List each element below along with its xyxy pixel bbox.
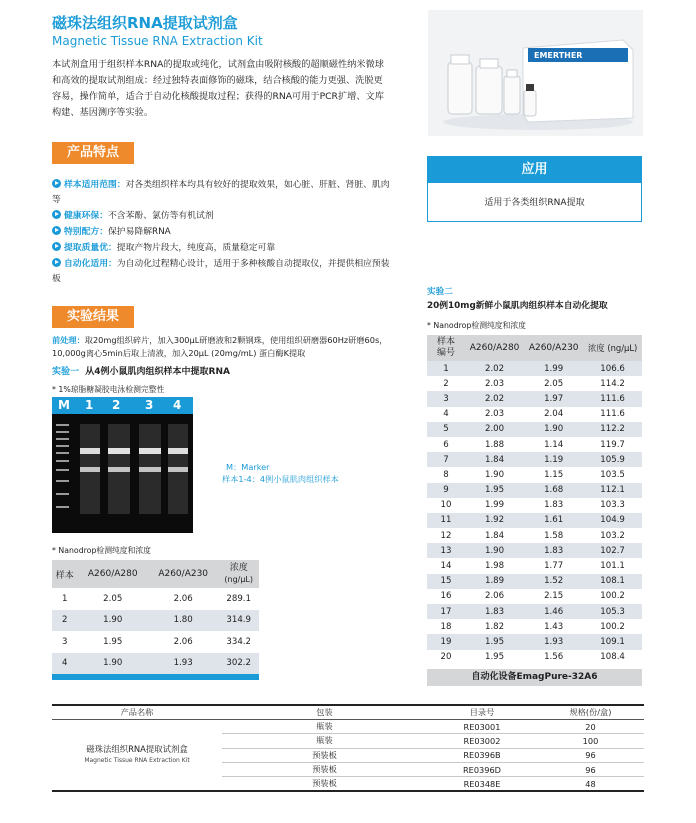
table-header: 样本 — [52, 560, 78, 588]
table-cell: 108.1 — [583, 574, 642, 589]
pretreatment-text: 前处理：取20mg组织碎片，加入300μL研磨液和2颗钢珠，使用组织研磨器60Hz研磨60s，10,000g离心5min后取上清液，加入20μL (20mg/mL) 蛋白酶K提取 — [52, 335, 388, 358]
table-cell: 3 — [427, 391, 465, 406]
table-cell: 108.4 — [583, 650, 642, 665]
table-header: A260/A230 — [148, 560, 218, 588]
feature-item: 特别配方：保护易降解RNA — [52, 225, 392, 240]
table-cell: 1.90 — [524, 422, 583, 437]
table-cell: 2.15 — [524, 589, 583, 604]
product-photo — [428, 10, 643, 136]
table-row — [427, 513, 642, 528]
table-row — [427, 589, 642, 604]
table-cell: 20 — [427, 650, 465, 665]
legend-marker: M：Marker — [226, 462, 270, 472]
application-box — [427, 156, 642, 222]
order-info-table — [52, 704, 644, 792]
table-cell: 114.2 — [583, 376, 642, 391]
nanodrop-note-2: * Nanodrop检测纯度和浓度 — [427, 321, 526, 330]
table-cell: 1.77 — [524, 558, 583, 573]
table-cell: 1.43 — [524, 619, 583, 634]
table-cell: 14 — [427, 558, 465, 573]
table-cell: 2.02 — [465, 391, 524, 406]
table-cell: 10 — [427, 498, 465, 513]
table-cell: 1.58 — [524, 528, 583, 543]
table-cell: 1.98 — [465, 558, 524, 573]
table-cell: 2.02 — [465, 361, 524, 376]
table-row: 2 1.90 1.80 314.9 — [52, 610, 259, 632]
purity-table-1 — [52, 560, 259, 680]
table-row — [427, 361, 642, 376]
table-cell: 106.6 — [583, 361, 642, 376]
gel-note: * 1%琼脂糖凝胶电泳检测完整性 — [52, 385, 165, 394]
table-cell: 1.88 — [465, 437, 524, 452]
table-row — [427, 558, 642, 573]
table-cell: 1.84 — [465, 452, 524, 467]
table-row — [427, 619, 642, 634]
table-row — [427, 528, 642, 543]
table-header: 规格(份/盒) — [537, 705, 644, 719]
table-row: 预装板 RE0396B 96 — [52, 748, 644, 762]
table-header: 浓度 (ng/μL) — [583, 335, 642, 361]
intro-paragraph: 本试剂盒用于组织样本RNA的提取或纯化，试剂盒由吸附核酸的超顺磁性纳米微球和高效的提取试剂组成：经过独特表面修饰的磁珠，结合核酸的能力更强、洗脱更容易，操作简单，适合于自动化核酸提取过程；获得的RNA可用于PCR扩增、文库构建、基因测序等实验。 — [52, 59, 384, 118]
table-row — [427, 483, 642, 498]
table-row: 1 2.05 2.06 289.1 — [52, 588, 259, 610]
table-cell: 1.95 — [465, 483, 524, 498]
gel-bands — [52, 414, 193, 533]
table-cell: 2.03 — [465, 376, 524, 391]
table-bottom-bar — [52, 674, 259, 680]
table-header: A260/A230 — [524, 335, 583, 361]
table-cell: 1.68 — [524, 483, 583, 498]
table-cell: 109.1 — [583, 634, 642, 649]
product-name-cell: 磁珠法组织RNA提取试剂盒 Magnetic Tissue RNA Extraction Kit — [52, 719, 222, 791]
table-cell: 1.15 — [524, 467, 583, 482]
table-cell: 2.05 — [524, 376, 583, 391]
table-row — [427, 422, 642, 437]
gel-lane-label: 2 — [112, 398, 121, 412]
table-row: 预装板 RE0396D 96 — [52, 763, 644, 777]
results-heading: 实验结果 — [52, 306, 134, 328]
feature-item: 健康环保：不含苯酚、氯仿等有机试剂 — [52, 209, 392, 224]
table-cell: 17 — [427, 604, 465, 619]
gel-lane-label: M — [58, 398, 70, 412]
play-bullet-icon — [52, 179, 61, 188]
table-header: 样本 编号 — [427, 335, 465, 361]
table-cell: 7 — [427, 452, 465, 467]
table-row: 4 1.90 1.93 302.2 — [52, 653, 259, 675]
table-cell: 1.14 — [524, 437, 583, 452]
table-cell: 1.89 — [465, 574, 524, 589]
table-cell: 119.7 — [583, 437, 642, 452]
table-row — [427, 467, 642, 482]
table-cell: 103.2 — [583, 528, 642, 543]
table-cell: 15 — [427, 574, 465, 589]
table-cell: 103.3 — [583, 498, 642, 513]
table-row — [427, 604, 642, 619]
table-row: 磁珠法组织RNA提取试剂盒 Magnetic Tissue RNA Extraction Kit 瓶装 RE03001 20 — [52, 719, 644, 733]
table-cell: 1.99 — [524, 361, 583, 376]
table-cell: 1.83 — [524, 498, 583, 513]
table-cell: 19 — [427, 634, 465, 649]
table-cell: 18 — [427, 619, 465, 634]
feature-item: 样本适用范围：对各类组织样本均具有较好的提取效果，如心脏、肝脏、肾脏、肌肉等 — [52, 180, 390, 205]
table-row: 3 1.95 2.06 334.2 — [52, 631, 259, 653]
purity-table-2 — [427, 335, 642, 665]
table-cell: 1.95 — [465, 650, 524, 665]
exp2-device-footer: 自动化设备EmagPure-32A6 — [427, 669, 642, 686]
feature-item: 自动化适用：为自动化过程精心设计，适用于多种核酸自动提取仪，并提供相应预装板 — [52, 259, 390, 284]
table-cell: 1.46 — [524, 604, 583, 619]
table-row — [427, 650, 642, 665]
play-bullet-icon — [52, 210, 61, 219]
table-cell: 111.6 — [583, 407, 642, 422]
table-cell: 16 — [427, 589, 465, 604]
table-cell: 102.7 — [583, 543, 642, 558]
table-cell: 100.2 — [583, 619, 642, 634]
table-cell: 1.83 — [465, 604, 524, 619]
table-cell: 2.00 — [465, 422, 524, 437]
table-cell: 13 — [427, 543, 465, 558]
nanodrop-note-1: * Nanodrop检测纯度和浓度 — [52, 546, 151, 555]
table-row: 预装板 RE0348E 48 — [52, 777, 644, 791]
table-cell: 1 — [427, 361, 465, 376]
table-row — [427, 437, 642, 452]
table-cell: 2.04 — [524, 407, 583, 422]
table-cell: 5 — [427, 422, 465, 437]
table-header: 包装 — [222, 705, 427, 719]
table-cell: 105.9 — [583, 452, 642, 467]
table-row — [427, 391, 642, 406]
table-cell: 1.95 — [465, 634, 524, 649]
page-subtitle: Magnetic Tissue RNA Extraction Kit — [52, 34, 263, 48]
table-row — [427, 498, 642, 513]
table-header: A260/A280 — [465, 335, 524, 361]
exp1-title: 实验一 从4例小鼠肌肉组织样本中提取RNA — [52, 367, 230, 377]
table-cell: 4 — [427, 407, 465, 422]
gel-lane-label: 1 — [85, 398, 94, 412]
table-cell: 112.2 — [583, 422, 642, 437]
table-cell: 1.99 — [465, 498, 524, 513]
table-header: A260/A280 — [78, 560, 148, 588]
gel-lane-label: 4 — [173, 398, 182, 412]
table-row — [427, 376, 642, 391]
table-cell: 1.83 — [524, 543, 583, 558]
table-cell: 1.92 — [465, 513, 524, 528]
table-cell: 6 — [427, 437, 465, 452]
table-cell: 101.1 — [583, 558, 642, 573]
table-cell: 1.56 — [524, 650, 583, 665]
table-cell: 1.52 — [524, 574, 583, 589]
table-row — [427, 452, 642, 467]
table-row — [427, 634, 642, 649]
table-row — [427, 543, 642, 558]
table-cell: 9 — [427, 483, 465, 498]
table-cell: 104.9 — [583, 513, 642, 528]
table-cell: 105.3 — [583, 604, 642, 619]
box-brand-label: EMERTHER — [534, 51, 583, 60]
table-cell: 11 — [427, 513, 465, 528]
table-cell: 111.6 — [583, 391, 642, 406]
gel-lane-header — [52, 397, 193, 414]
table-cell: 1.84 — [465, 528, 524, 543]
table-cell: 2 — [427, 376, 465, 391]
table-header: 目录号 — [427, 705, 537, 719]
table-cell: 1.97 — [524, 391, 583, 406]
table-cell: 2.03 — [465, 407, 524, 422]
table-cell: 1.93 — [524, 634, 583, 649]
gel-lane-label: 3 — [145, 398, 154, 412]
table-cell: 100.2 — [583, 589, 642, 604]
application-text: 适用于各类组织RNA提取 — [484, 198, 585, 208]
table-row — [427, 407, 642, 422]
application-heading: 应用 — [428, 157, 641, 183]
play-bullet-icon — [52, 226, 61, 235]
exp2-title: 20例10mg新鲜小鼠肌肉组织样本自动化提取 — [427, 301, 608, 311]
table-cell: 112.1 — [583, 483, 642, 498]
play-bullet-icon — [52, 242, 61, 251]
table-row — [427, 574, 642, 589]
play-bullet-icon — [52, 258, 61, 267]
exp2-label: 实验二 — [427, 287, 453, 297]
table-header: 产品名称 — [52, 705, 222, 719]
table-cell: 1.19 — [524, 452, 583, 467]
table-cell: 1.61 — [524, 513, 583, 528]
table-cell: 8 — [427, 467, 465, 482]
gel-image — [52, 397, 193, 533]
table-cell: 1.82 — [465, 619, 524, 634]
gel-legend — [222, 461, 339, 485]
table-cell: 103.5 — [583, 467, 642, 482]
table-cell: 2.06 — [465, 589, 524, 604]
table-cell: 1.90 — [465, 467, 524, 482]
page-title: 磁珠法组织RNA提取试剂盒 — [52, 14, 238, 32]
table-header: 浓度 (ng/μL) — [218, 560, 259, 588]
feature-list — [52, 178, 392, 287]
table-cell: 1.90 — [465, 543, 524, 558]
table-cell: 12 — [427, 528, 465, 543]
features-heading: 产品特点 — [52, 142, 134, 164]
legend-samples: 样本1-4：4例小鼠肌肉组织样本 — [222, 474, 339, 484]
feature-item: 提取质量优：提取产物片段大，纯度高，质量稳定可靠 — [52, 241, 392, 256]
table-row: 瓶装 RE03002 100 — [52, 734, 644, 748]
